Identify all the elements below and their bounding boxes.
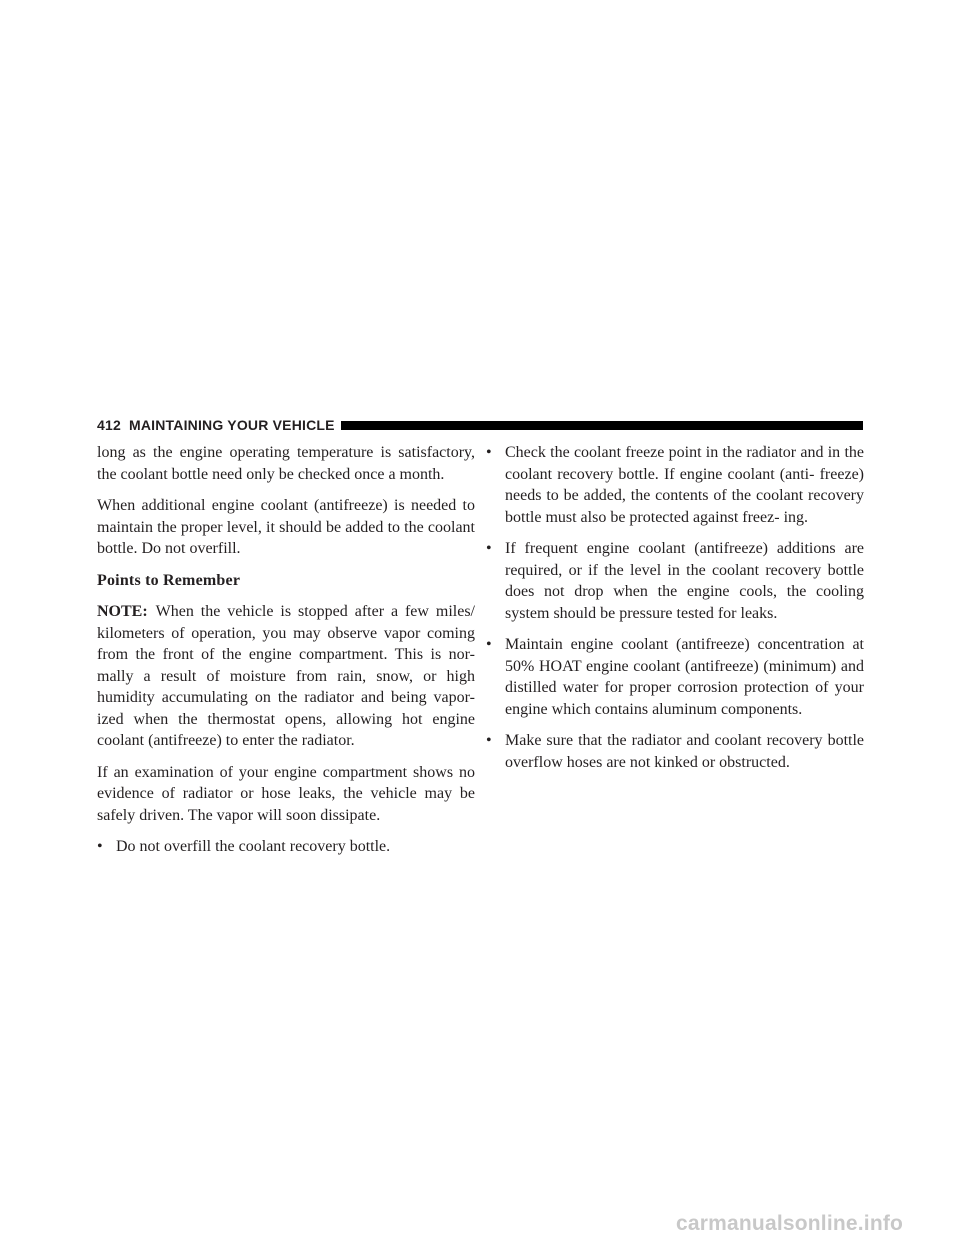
bullet-item bbox=[486, 442, 864, 528]
bullet-text: Check the coolant freeze point in the radiator and in the coolant recovery bottle. If engine coolant (anti- freeze) needs to be added, the contents of the coolant recovery bottle must also be protected against freez- ing. bbox=[505, 444, 864, 526]
watermark-text: carmanualsonline.info bbox=[676, 1212, 904, 1235]
bullet-item bbox=[486, 634, 864, 720]
left-column bbox=[97, 442, 475, 868]
note-paragraph bbox=[97, 601, 475, 752]
note-label: NOTE: bbox=[97, 603, 148, 620]
bullet-item bbox=[97, 836, 475, 858]
bullet-icon: • bbox=[97, 838, 103, 855]
bullet-icon: • bbox=[486, 444, 492, 461]
bullet-icon: • bbox=[486, 732, 492, 749]
bullet-icon: • bbox=[486, 636, 492, 653]
right-column bbox=[486, 442, 864, 783]
bullet-text: Do not overfill the coolant recovery bottle. bbox=[116, 838, 391, 855]
paragraph: long as the engine operating temperature is satisfactory, the coolant bottle need only be checked once a month. bbox=[97, 444, 475, 483]
paragraph: When additional engine coolant (antifreeze) is needed to maintain the proper level, it should be added to the coolant bottle. Do not overfill. bbox=[97, 497, 475, 557]
header-rule bbox=[341, 421, 863, 430]
note-text: When the vehicle is stopped after a few miles/ kilometers of operation, you may observe vapor coming from the front of the engine compartment. This is nor- mally a result of moisture from rain, snow, or high humidity accumulating on the radiator and being vapor- ized when the thermostat opens, allowing hot engine coolant (antifreeze) to enter the radiator. bbox=[97, 603, 475, 749]
bullet-icon: • bbox=[486, 540, 492, 557]
bullet-text: Make sure that the radiator and coolant recovery bottle overflow hoses are not kinked or obstructed. bbox=[505, 732, 864, 771]
bullet-item bbox=[486, 538, 864, 624]
page-number: 412 bbox=[97, 417, 121, 433]
section-heading: Points to Remember bbox=[97, 571, 241, 589]
bullet-item bbox=[486, 730, 864, 773]
bullet-text: If frequent engine coolant (antifreeze) additions are required, or if the level in the coolant recovery bottle does not drop when the engine cools, the cooling system should be pressure tested for leaks. bbox=[505, 540, 864, 622]
page-header bbox=[97, 415, 863, 435]
paragraph: If an examination of your engine compartment shows no evidence of radiator or hose leaks, the vehicle may be safely driven. The vapor will soon dissipate. bbox=[97, 763, 475, 824]
section-title: MAINTAINING YOUR VEHICLE bbox=[128, 417, 335, 433]
bullet-text: Maintain engine coolant (antifreeze) concentration at 50% HOAT engine coolant (antifreeze) (minimum) and distilled water for proper corrosion protection of your engine which contains aluminum components. bbox=[505, 636, 864, 718]
